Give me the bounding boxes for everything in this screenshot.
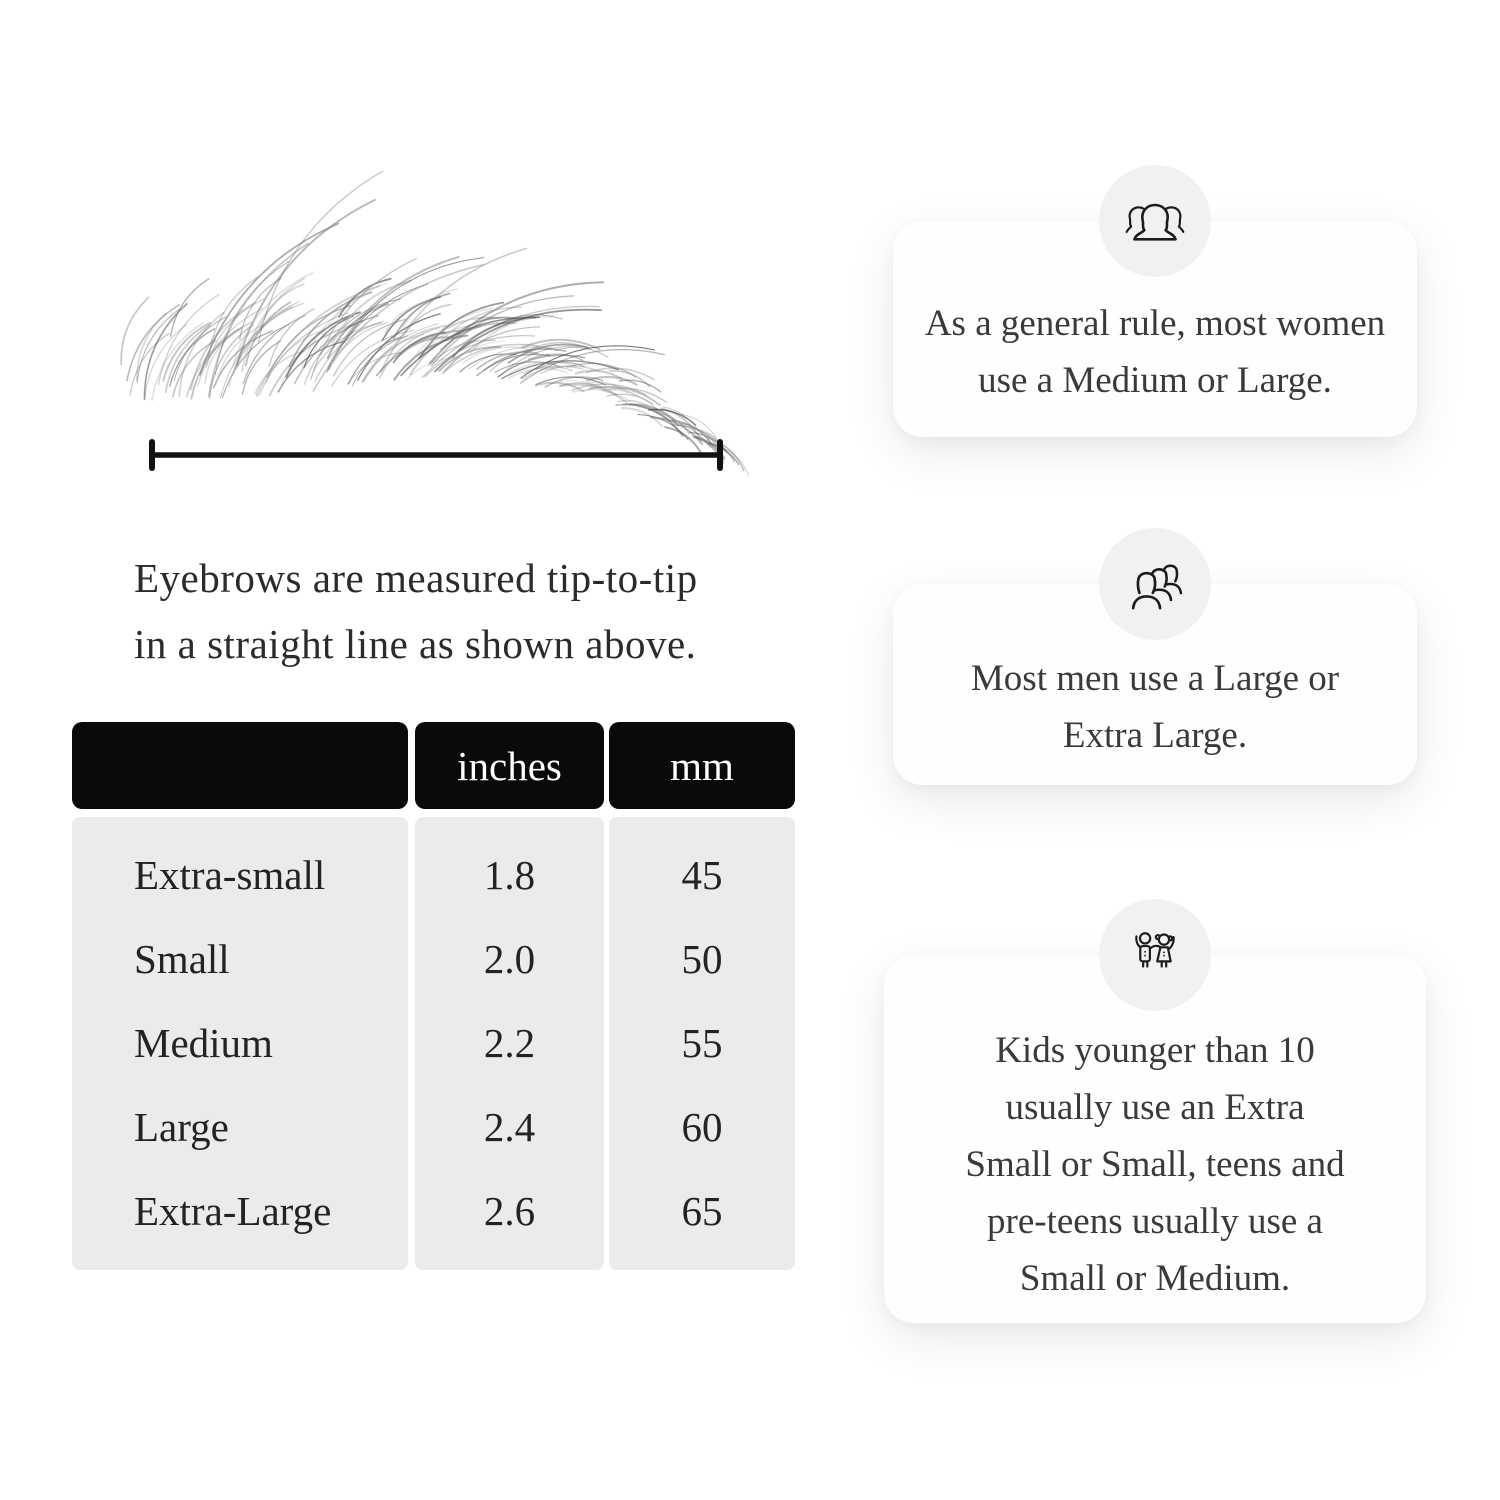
table-cell-inches: 2.0 xyxy=(483,936,536,982)
card-text-line: Small or Small, teens and xyxy=(965,1143,1345,1185)
table-header-mm: mm xyxy=(609,722,795,809)
men-group-icon xyxy=(1120,553,1190,615)
card-text-line: Most men use a Large or xyxy=(970,657,1340,699)
table-header-size xyxy=(72,722,408,809)
women-group-icon xyxy=(1121,191,1189,251)
table-column-mm xyxy=(609,817,795,1270)
card-text-line: As a general rule, most women xyxy=(924,303,1386,344)
table-cell-size: Extra-Large xyxy=(134,1188,332,1234)
table-cell-size: Small xyxy=(134,936,230,982)
table-cell-mm: 55 xyxy=(681,1020,723,1066)
table-cell-size: Medium xyxy=(134,1020,273,1066)
card-text-line: use a Medium or Large. xyxy=(978,360,1332,401)
table-cell-inches: 2.6 xyxy=(483,1188,536,1234)
table-cell-mm: 50 xyxy=(681,936,723,982)
table-cell-inches: 1.8 xyxy=(483,852,536,898)
table-header-inches: inches xyxy=(415,722,604,809)
measurement-caption xyxy=(134,545,754,677)
table-cell-inches: 2.2 xyxy=(483,1020,536,1066)
card-badge xyxy=(1099,165,1211,277)
table-column-sizes xyxy=(72,817,408,1270)
card-text-line: Extra Large. xyxy=(1062,714,1248,756)
card-text-line: pre-teens usually use a xyxy=(987,1200,1323,1242)
table-cell-mm: 60 xyxy=(681,1104,723,1150)
table-cell-size: Large xyxy=(134,1104,229,1150)
card-badge xyxy=(1099,528,1211,640)
caption-line: in a straight line as shown above. xyxy=(134,621,697,667)
table-cell-size: Extra-small xyxy=(134,852,326,898)
measurement-line xyxy=(130,430,740,480)
card-text-line: Kids younger than 10 xyxy=(995,1029,1315,1071)
table-cell-mm: 65 xyxy=(681,1188,723,1234)
card-text-line: Small or Medium. xyxy=(1019,1257,1291,1299)
table-column-inches xyxy=(415,817,604,1270)
table-cell-mm: 45 xyxy=(681,852,723,898)
table-cell-inches: 2.4 xyxy=(483,1104,536,1150)
caption-line: Eyebrows are measured tip-to-tip xyxy=(134,555,698,601)
card-text-line: usually use an Extra xyxy=(1005,1086,1305,1128)
card-badge xyxy=(1099,899,1211,1011)
kids-icon xyxy=(1122,923,1188,987)
